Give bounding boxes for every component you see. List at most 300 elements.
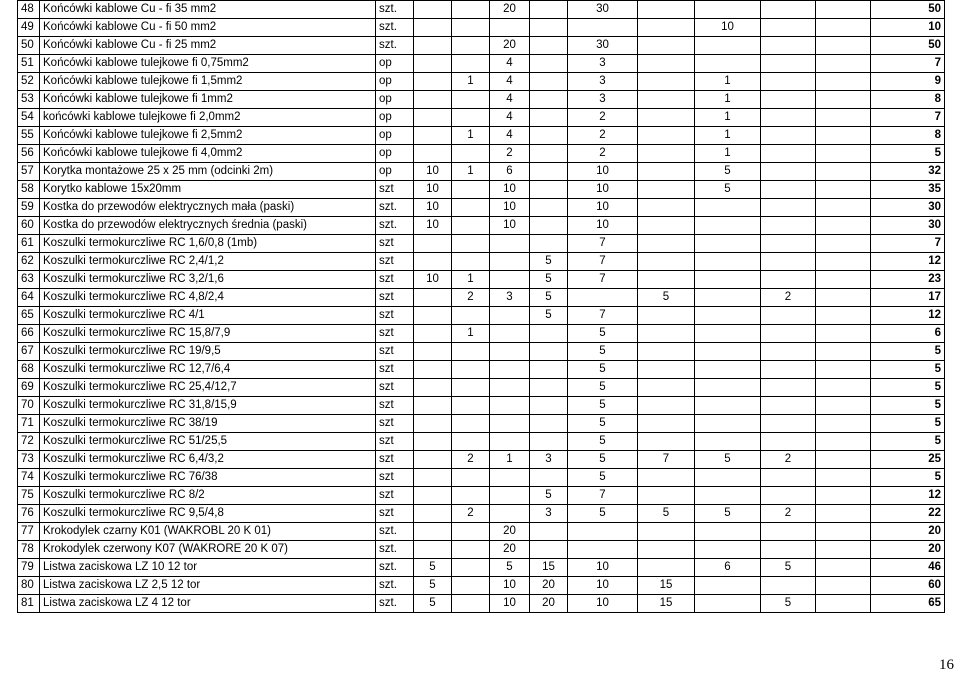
quantity-cell: [530, 199, 568, 217]
quantity-cell: [816, 91, 871, 109]
total-cell: 6: [871, 325, 945, 343]
row-number: 60: [18, 217, 40, 235]
row-number: 67: [18, 343, 40, 361]
row-number: 65: [18, 307, 40, 325]
quantity-cell: 5: [568, 451, 638, 469]
quantity-cell: 3: [530, 451, 568, 469]
quantity-cell: [414, 235, 452, 253]
item-name: Koszulki termokurczliwe RC 15,8/7,9: [40, 325, 376, 343]
quantity-cell: 10: [414, 163, 452, 181]
quantity-cell: [568, 19, 638, 37]
quantity-cell: [638, 541, 695, 559]
quantity-cell: [414, 307, 452, 325]
quantity-cell: [761, 397, 816, 415]
quantity-cell: 5: [761, 559, 816, 577]
quantity-cell: [761, 361, 816, 379]
quantity-cell: [452, 181, 490, 199]
quantity-cell: [638, 415, 695, 433]
quantity-cell: [530, 235, 568, 253]
quantity-cell: 20: [490, 523, 530, 541]
quantity-cell: [452, 1, 490, 19]
quantity-cell: [695, 469, 761, 487]
row-number: 61: [18, 235, 40, 253]
quantity-cell: 10: [490, 181, 530, 199]
quantity-cell: [816, 577, 871, 595]
table-row: [18, 37, 945, 55]
quantity-cell: 5: [568, 505, 638, 523]
row-number: 72: [18, 433, 40, 451]
quantity-cell: 10: [568, 595, 638, 613]
quantity-cell: [816, 145, 871, 163]
quantity-cell: [452, 433, 490, 451]
total-cell: 50: [871, 37, 945, 55]
total-cell: 8: [871, 127, 945, 145]
quantity-cell: 30: [568, 1, 638, 19]
quantity-cell: [638, 235, 695, 253]
quantity-cell: 1: [695, 73, 761, 91]
row-number: 63: [18, 271, 40, 289]
quantity-cell: [695, 271, 761, 289]
row-number: 52: [18, 73, 40, 91]
quantity-cell: [490, 469, 530, 487]
quantity-cell: 5: [568, 469, 638, 487]
quantity-cell: 15: [638, 577, 695, 595]
total-cell: 8: [871, 91, 945, 109]
quantity-cell: [761, 379, 816, 397]
quantity-cell: [452, 343, 490, 361]
total-cell: 12: [871, 307, 945, 325]
quantity-cell: [414, 325, 452, 343]
quantity-cell: [530, 343, 568, 361]
quantity-cell: [638, 1, 695, 19]
quantity-cell: [414, 343, 452, 361]
quantity-cell: [695, 595, 761, 613]
quantity-cell: [414, 91, 452, 109]
quantity-cell: [490, 19, 530, 37]
quantity-cell: [530, 163, 568, 181]
quantity-cell: 7: [638, 451, 695, 469]
item-name: Krokodylek czerwony K07 (WAKRORE 20 K 07): [40, 541, 376, 559]
total-cell: 25: [871, 451, 945, 469]
quantity-cell: 5: [638, 505, 695, 523]
quantity-cell: [414, 253, 452, 271]
quantity-cell: [414, 1, 452, 19]
quantity-cell: 5: [568, 379, 638, 397]
quantity-cell: [452, 469, 490, 487]
quantity-cell: [761, 19, 816, 37]
item-unit: szt: [376, 397, 414, 415]
quantity-cell: 5: [568, 415, 638, 433]
item-unit: op: [376, 127, 414, 145]
item-name: Listwa zaciskowa LZ 2,5 12 tor: [40, 577, 376, 595]
item-name: Kostka do przewodów elektrycznych średnia (paski): [40, 217, 376, 235]
table-row: [18, 145, 945, 163]
quantity-cell: 5: [568, 397, 638, 415]
quantity-cell: [490, 379, 530, 397]
quantity-cell: [638, 397, 695, 415]
item-unit: szt: [376, 379, 414, 397]
quantity-cell: [490, 253, 530, 271]
quantity-cell: 2: [761, 505, 816, 523]
quantity-cell: [761, 235, 816, 253]
quantity-cell: [816, 487, 871, 505]
table-row: [18, 253, 945, 271]
item-name: Koszulki termokurczliwe RC 19/9,5: [40, 343, 376, 361]
quantity-cell: 5: [638, 289, 695, 307]
row-number: 81: [18, 595, 40, 613]
table-row: [18, 199, 945, 217]
item-unit: szt.: [376, 541, 414, 559]
quantity-cell: [530, 181, 568, 199]
quantity-cell: 20: [490, 1, 530, 19]
table-row: [18, 19, 945, 37]
quantity-cell: [816, 541, 871, 559]
total-cell: 5: [871, 361, 945, 379]
quantity-cell: 1: [452, 163, 490, 181]
item-unit: szt: [376, 505, 414, 523]
quantity-cell: [638, 307, 695, 325]
table-row: [18, 55, 945, 73]
quantity-cell: 5: [490, 559, 530, 577]
quantity-cell: [414, 415, 452, 433]
quantity-cell: [695, 325, 761, 343]
total-cell: 7: [871, 235, 945, 253]
quantity-cell: 2: [568, 109, 638, 127]
item-unit: szt: [376, 307, 414, 325]
quantity-cell: [638, 343, 695, 361]
item-name: Koszulki termokurczliwe RC 3,2/1,6: [40, 271, 376, 289]
quantity-cell: 20: [530, 595, 568, 613]
quantity-cell: [816, 325, 871, 343]
quantity-cell: 5: [530, 487, 568, 505]
row-number: 80: [18, 577, 40, 595]
quantity-cell: [695, 343, 761, 361]
quantity-cell: [695, 253, 761, 271]
quantity-cell: [695, 235, 761, 253]
quantity-cell: [452, 19, 490, 37]
quantity-cell: [816, 253, 871, 271]
quantity-cell: [530, 19, 568, 37]
total-cell: 35: [871, 181, 945, 199]
quantity-cell: [530, 325, 568, 343]
total-cell: 23: [871, 271, 945, 289]
quantity-cell: [816, 433, 871, 451]
quantity-cell: [530, 433, 568, 451]
quantity-cell: [530, 109, 568, 127]
quantity-cell: [761, 541, 816, 559]
quantity-cell: [816, 127, 871, 145]
total-cell: 7: [871, 109, 945, 127]
table-row: [18, 307, 945, 325]
quantity-cell: 1: [695, 127, 761, 145]
total-cell: 5: [871, 397, 945, 415]
materials-table: [17, 0, 945, 613]
quantity-cell: [816, 307, 871, 325]
item-name: Koszulki termokurczliwe RC 2,4/1,2: [40, 253, 376, 271]
item-unit: szt: [376, 469, 414, 487]
quantity-cell: [452, 559, 490, 577]
quantity-cell: [452, 145, 490, 163]
quantity-cell: 5: [414, 577, 452, 595]
item-name: Listwa zaciskowa LZ 4 12 tor: [40, 595, 376, 613]
quantity-cell: [761, 127, 816, 145]
quantity-cell: [490, 235, 530, 253]
quantity-cell: 10: [568, 559, 638, 577]
row-number: 58: [18, 181, 40, 199]
total-cell: 17: [871, 289, 945, 307]
quantity-cell: 20: [490, 37, 530, 55]
quantity-cell: 1: [452, 73, 490, 91]
total-cell: 7: [871, 55, 945, 73]
quantity-cell: [452, 55, 490, 73]
item-name: końcówki kablowe tulejkowe fi 2,0mm2: [40, 109, 376, 127]
quantity-cell: 2: [452, 451, 490, 469]
row-number: 59: [18, 199, 40, 217]
quantity-cell: 1: [452, 271, 490, 289]
quantity-cell: 7: [568, 487, 638, 505]
quantity-cell: [761, 91, 816, 109]
item-name: Koszulki termokurczliwe RC 8/2: [40, 487, 376, 505]
quantity-cell: [530, 91, 568, 109]
quantity-cell: [452, 199, 490, 217]
quantity-cell: [414, 19, 452, 37]
item-name: Koszulki termokurczliwe RC 38/19: [40, 415, 376, 433]
quantity-cell: [761, 577, 816, 595]
quantity-cell: [530, 523, 568, 541]
total-cell: 5: [871, 343, 945, 361]
quantity-cell: 1: [490, 451, 530, 469]
quantity-cell: [452, 37, 490, 55]
table-row: [18, 379, 945, 397]
quantity-cell: [452, 541, 490, 559]
quantity-cell: [530, 73, 568, 91]
item-name: Krokodylek czarny K01 (WAKROBL 20 K 01): [40, 523, 376, 541]
quantity-cell: [638, 73, 695, 91]
quantity-cell: [490, 361, 530, 379]
row-number: 53: [18, 91, 40, 109]
table-row: [18, 289, 945, 307]
row-number: 57: [18, 163, 40, 181]
quantity-cell: [530, 217, 568, 235]
quantity-cell: [695, 379, 761, 397]
table-row: [18, 325, 945, 343]
item-unit: szt: [376, 451, 414, 469]
quantity-cell: [761, 487, 816, 505]
quantity-cell: [414, 397, 452, 415]
table-row: [18, 361, 945, 379]
quantity-cell: [530, 469, 568, 487]
quantity-cell: [452, 217, 490, 235]
quantity-cell: 5: [761, 595, 816, 613]
item-unit: szt.: [376, 577, 414, 595]
quantity-cell: [638, 163, 695, 181]
total-cell: 5: [871, 379, 945, 397]
item-name: Koszulki termokurczliwe RC 4,8/2,4: [40, 289, 376, 307]
quantity-cell: [452, 91, 490, 109]
quantity-cell: [638, 433, 695, 451]
item-name: Koszulki termokurczliwe RC 4/1: [40, 307, 376, 325]
quantity-cell: [761, 55, 816, 73]
quantity-cell: 1: [695, 145, 761, 163]
quantity-cell: [530, 361, 568, 379]
quantity-cell: 6: [490, 163, 530, 181]
quantity-cell: [490, 433, 530, 451]
quantity-cell: [452, 595, 490, 613]
table-row: [18, 109, 945, 127]
quantity-cell: 2: [568, 145, 638, 163]
quantity-cell: 5: [530, 307, 568, 325]
quantity-cell: 3: [490, 289, 530, 307]
quantity-cell: [816, 289, 871, 307]
quantity-cell: [638, 217, 695, 235]
row-number: 76: [18, 505, 40, 523]
quantity-cell: 5: [695, 181, 761, 199]
quantity-cell: [816, 181, 871, 199]
quantity-cell: 3: [568, 91, 638, 109]
quantity-cell: [761, 145, 816, 163]
item-unit: op: [376, 91, 414, 109]
page-number: 16: [939, 657, 954, 673]
quantity-cell: [816, 397, 871, 415]
row-number: 68: [18, 361, 40, 379]
item-unit: szt: [376, 289, 414, 307]
item-name: Listwa zaciskowa LZ 10 12 tor: [40, 559, 376, 577]
item-name: Końcówki kablowe Cu - fi 35 mm2: [40, 1, 376, 19]
quantity-cell: 7: [568, 307, 638, 325]
quantity-cell: 1: [452, 127, 490, 145]
row-number: 66: [18, 325, 40, 343]
quantity-cell: [452, 487, 490, 505]
quantity-cell: [816, 1, 871, 19]
table-row: [18, 451, 945, 469]
total-cell: 5: [871, 145, 945, 163]
table-body: [18, 1, 945, 613]
quantity-cell: [761, 73, 816, 91]
quantity-cell: [816, 559, 871, 577]
quantity-cell: 20: [530, 577, 568, 595]
quantity-cell: [695, 307, 761, 325]
quantity-cell: [761, 469, 816, 487]
table-row: [18, 595, 945, 613]
quantity-cell: [816, 217, 871, 235]
row-number: 73: [18, 451, 40, 469]
quantity-cell: 1: [695, 91, 761, 109]
row-number: 62: [18, 253, 40, 271]
table-row: [18, 163, 945, 181]
row-number: 56: [18, 145, 40, 163]
quantity-cell: [638, 145, 695, 163]
quantity-cell: [638, 469, 695, 487]
quantity-cell: [761, 433, 816, 451]
table-row: [18, 235, 945, 253]
quantity-cell: [414, 73, 452, 91]
row-number: 71: [18, 415, 40, 433]
table-row: [18, 559, 945, 577]
item-unit: szt: [376, 325, 414, 343]
quantity-cell: [816, 451, 871, 469]
item-unit: szt.: [376, 523, 414, 541]
quantity-cell: 5: [530, 253, 568, 271]
quantity-cell: [638, 523, 695, 541]
item-unit: op: [376, 145, 414, 163]
quantity-cell: 30: [568, 37, 638, 55]
quantity-cell: [816, 199, 871, 217]
item-name: Kostka do przewodów elektrycznych mała (paski): [40, 199, 376, 217]
quantity-cell: 5: [414, 595, 452, 613]
row-number: 79: [18, 559, 40, 577]
quantity-cell: [761, 523, 816, 541]
quantity-cell: 5: [568, 433, 638, 451]
quantity-cell: [568, 523, 638, 541]
table-row: [18, 415, 945, 433]
quantity-cell: 10: [414, 199, 452, 217]
table-row: [18, 433, 945, 451]
quantity-cell: [638, 271, 695, 289]
quantity-cell: [638, 325, 695, 343]
item-unit: szt.: [376, 595, 414, 613]
quantity-cell: 10: [695, 19, 761, 37]
item-unit: op: [376, 163, 414, 181]
row-number: 74: [18, 469, 40, 487]
item-unit: szt: [376, 361, 414, 379]
row-number: 64: [18, 289, 40, 307]
quantity-cell: [695, 415, 761, 433]
quantity-cell: [638, 55, 695, 73]
row-number: 78: [18, 541, 40, 559]
row-number: 55: [18, 127, 40, 145]
quantity-cell: [452, 253, 490, 271]
quantity-cell: [638, 361, 695, 379]
quantity-cell: [452, 397, 490, 415]
total-cell: 46: [871, 559, 945, 577]
quantity-cell: [490, 271, 530, 289]
item-name: Końcówki kablowe tulejkowe fi 2,5mm2: [40, 127, 376, 145]
quantity-cell: 5: [530, 289, 568, 307]
quantity-cell: [452, 235, 490, 253]
quantity-cell: [695, 433, 761, 451]
total-cell: 65: [871, 595, 945, 613]
row-number: 54: [18, 109, 40, 127]
total-cell: 20: [871, 523, 945, 541]
quantity-cell: 10: [414, 271, 452, 289]
quantity-cell: [638, 199, 695, 217]
quantity-cell: 3: [530, 505, 568, 523]
table-row: [18, 343, 945, 361]
quantity-cell: [414, 127, 452, 145]
quantity-cell: [761, 37, 816, 55]
quantity-cell: 4: [490, 73, 530, 91]
row-number: 70: [18, 397, 40, 415]
quantity-cell: [452, 415, 490, 433]
quantity-cell: 10: [490, 217, 530, 235]
quantity-cell: 4: [490, 91, 530, 109]
table-row: [18, 469, 945, 487]
total-cell: 5: [871, 469, 945, 487]
quantity-cell: [816, 109, 871, 127]
quantity-cell: 2: [761, 451, 816, 469]
quantity-cell: 6: [695, 559, 761, 577]
quantity-cell: [761, 325, 816, 343]
quantity-cell: [761, 415, 816, 433]
quantity-cell: [816, 73, 871, 91]
quantity-cell: [490, 415, 530, 433]
item-unit: szt.: [376, 19, 414, 37]
quantity-cell: [638, 487, 695, 505]
quantity-cell: 2: [452, 505, 490, 523]
quantity-cell: [530, 541, 568, 559]
quantity-cell: [638, 19, 695, 37]
table-row: [18, 271, 945, 289]
